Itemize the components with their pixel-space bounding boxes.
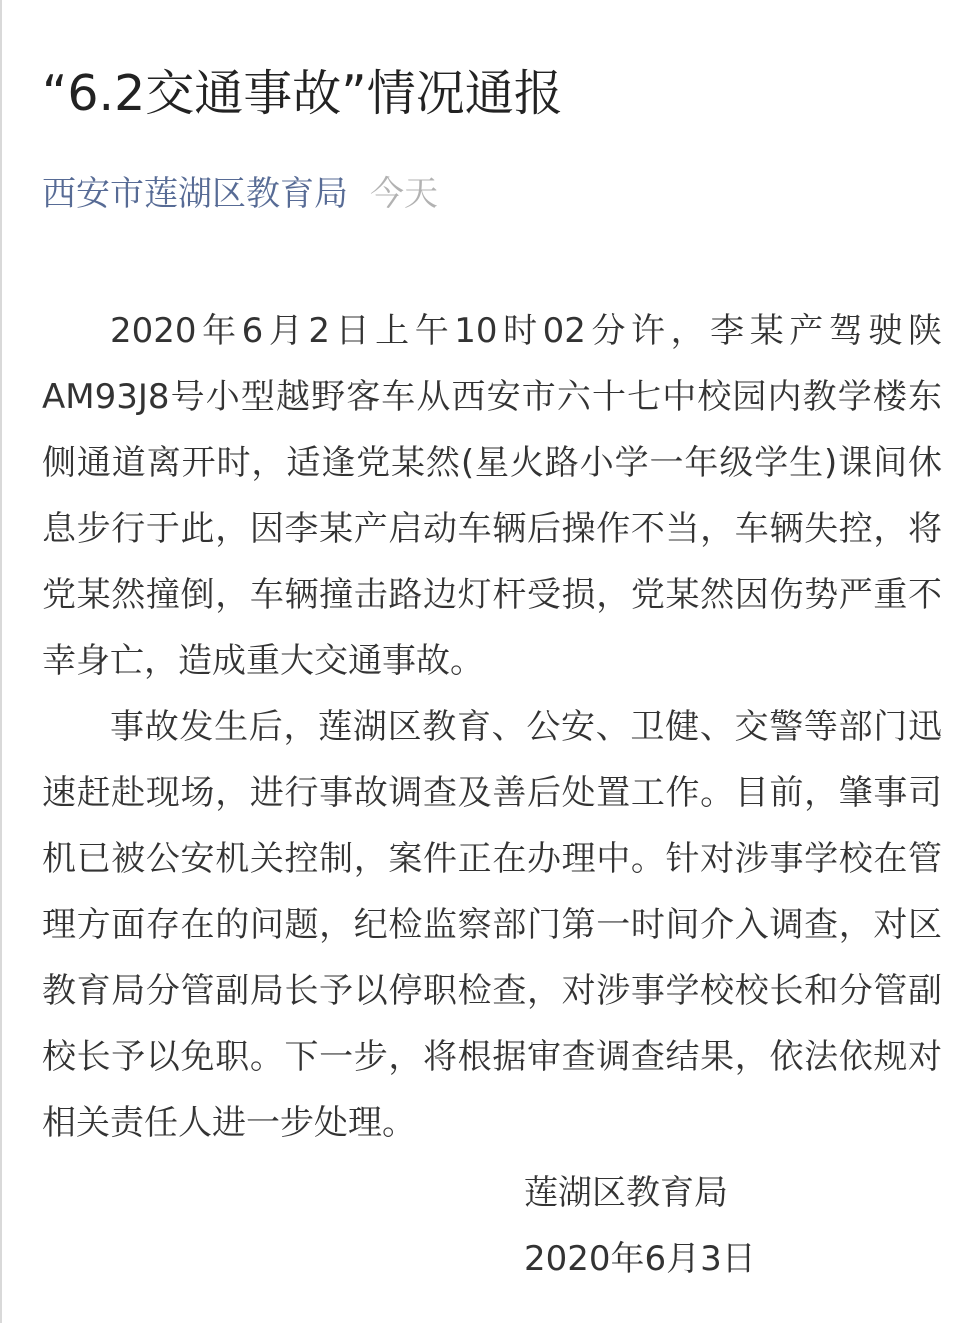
article-title: “6.2交通事故”情况通报 (42, 65, 563, 122)
article-meta (42, 168, 438, 220)
signature-org: 莲湖区教育局 (524, 1173, 728, 1213)
signature-date: 2020年6月3日 (524, 1239, 756, 1279)
body-paragraph-2: 事故发生后，莲湖区教育、公安、卫健、交警等部门迅速赶赴现场，进行事故调查及善后处置工作。目前，肇事司机已被公安机关控制，案件正在办理中。针对涉事学校在管理方面存在的问题，纪检监察部门第一时间介入调查，对区教育局分管副局长予以停职检查，对涉事学校校长和分管副校长予以免职。下一步，将根据审查调查结果，依法依规对相关责任人进一步处理。 (42, 707, 942, 1143)
source-account-link[interactable]: 西安市莲湖区教育局 (42, 174, 348, 214)
publish-date: 今天 (370, 174, 438, 214)
body-paragraph-1: 2020年6月2日上午10时02分许，李某产驾驶陕AM93J8号小型越野客车从西安市六十七中校园内教学楼东侧通道离开时，适逢党某然(星火路小学一年级学生)课间休息步行于此，因李某产启动车辆后操作不当，车辆失控，将党某然撞倒，车辆撞击路边灯杆受损，党某然因伤势严重不幸身亡，造成重大交通事故。 (42, 311, 942, 681)
signature-block (524, 1160, 756, 1292)
article-body (42, 298, 942, 1156)
